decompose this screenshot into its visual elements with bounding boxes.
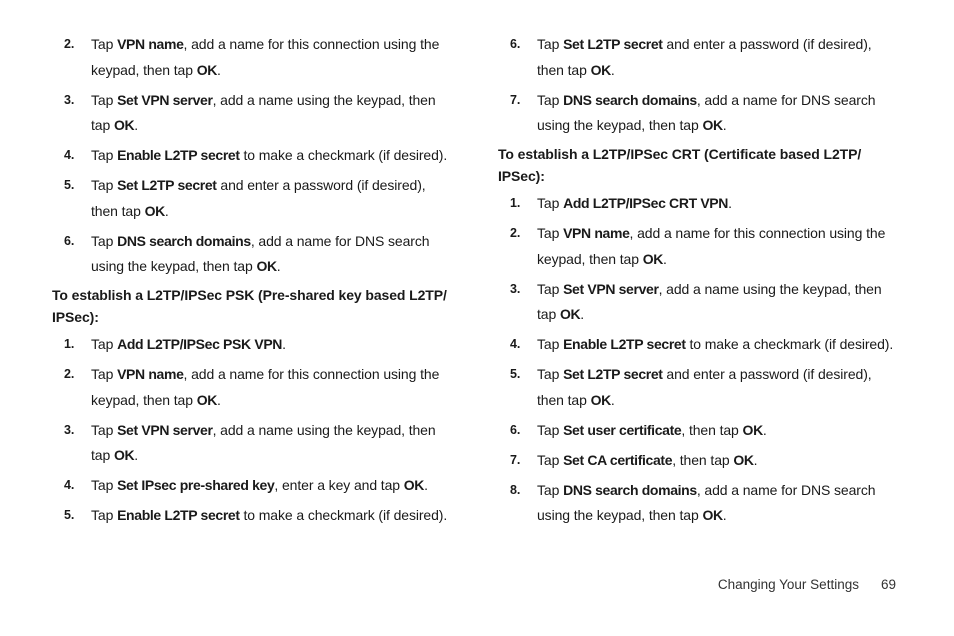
right-column [498,32,898,533]
ui-term: OK [559,306,581,322]
ui-term: Add L2TP/IPSec CRT VPN [563,195,729,211]
ui-term: Set VPN server [563,280,659,297]
list-item [498,332,898,358]
list-item [52,362,452,413]
step-number: 5. [510,367,521,381]
list-item [498,88,898,139]
ui-term: DNS search domains [563,91,697,108]
section-heading: To establish a L2TP/IPSec PSK (Pre-shared key based L2TP/ IPSec): [52,287,447,325]
ui-term: DNS search domains [563,481,697,498]
step-number: 6. [510,37,521,51]
ui-term: Set L2TP secret [563,366,663,382]
step-text: Tap DNS search domains, add a name for DNS search using the keypad, then tap OK. [91,232,430,274]
ui-term: OK [403,477,425,493]
step-text: Tap Set VPN server, add a name using the keypad, then tap OK. [537,280,882,322]
ui-term: OK [144,202,165,219]
page-footer [718,577,896,592]
ui-term: DNS search domains [117,232,251,249]
step-number: 4. [64,148,75,162]
step-text: Tap Set user certificate, then tap OK. [537,421,767,438]
ui-term: OK [256,258,277,274]
ui-term: Set IPsec pre-shared key [117,477,275,493]
list-item [498,362,898,413]
step-number: 7. [510,92,521,107]
step-text: Tap Enable L2TP secret to make a checkmark (if desired). [91,507,448,523]
ui-term: Add L2TP/IPSec PSK VPN [117,336,283,352]
ui-term: OK [642,250,664,267]
step-text: Tap VPN name, add a name for this connection using the keypad, then tap OK. [91,366,440,408]
step-number: 2. [510,226,521,240]
list-item [52,88,452,139]
section-heading: To establish a L2TP/IPSec CRT (Certificate based L2TP/ IPSec): [498,146,862,184]
list-item [52,173,452,224]
step-text: Tap Add L2TP/IPSec PSK VPN. [91,336,286,352]
step-number: 8. [510,482,521,497]
step-number: 2. [64,37,75,51]
step-text: Tap VPN name, add a name for this connection using the keypad, then tap OK. [91,36,440,78]
ui-term: Set VPN server [117,421,213,438]
ui-term: VPN name [117,366,184,382]
step-number: 4. [64,478,75,492]
step-number: 2. [64,367,75,381]
ui-term: Enable L2TP secret [117,507,240,523]
list-item [498,448,898,474]
ui-term: OK [742,421,763,438]
list-item [498,418,898,444]
step-number: 5. [64,178,75,192]
ui-term: Set L2TP secret [563,36,663,52]
list-item [52,332,452,358]
steps-list [52,332,452,529]
step-text: Tap Set VPN server, add a name using the keypad, then tap OK. [91,421,436,463]
steps-list [498,32,898,139]
step-number: 3. [64,422,75,437]
steps-list [52,32,452,280]
ui-term: Set user certificate [563,421,682,438]
ui-term: Set L2TP secret [117,177,217,193]
step-number: 7. [510,452,521,467]
ui-term: OK [196,391,218,408]
step-text: Tap Enable L2TP secret to make a checkmark (if desired). [537,336,894,352]
step-number: 1. [510,196,521,210]
step-text: Tap Set VPN server, add a name using the keypad, then tap OK. [91,91,436,133]
list-item [498,277,898,328]
ui-term: OK [702,507,723,523]
step-number: 3. [510,281,521,296]
left-column [52,32,452,533]
step-number: 4. [510,337,521,351]
list-item [52,143,452,169]
step-text: Tap DNS search domains, add a name for DNS search using the keypad, then tap OK. [537,481,876,523]
step-text: Tap Set IPsec pre-shared key, enter a key and tap OK. [91,477,428,493]
list-item [52,418,452,469]
step-number: 5. [64,508,75,522]
ui-term: Set VPN server [117,91,213,108]
list-item [52,473,452,499]
list-item [52,503,452,529]
step-text: Tap Set L2TP secret and enter a password (if desired), then tap OK. [537,36,872,78]
footer-section-title: Changing Your Settings [717,577,859,592]
step-number: 6. [510,422,521,437]
ui-term: Enable L2TP secret [563,336,686,352]
step-text: Tap VPN name, add a name for this connection using the keypad, then tap OK. [537,225,886,267]
list-item [52,32,452,83]
ui-term: OK [196,61,218,78]
list-item [498,478,898,529]
steps-list [498,191,898,529]
page-number: 69 [880,577,896,592]
ui-term: OK [590,391,611,408]
step-number: 6. [64,233,75,248]
list-item [498,221,898,272]
step-text: Tap DNS search domains, add a name for DNS search using the keypad, then tap OK. [537,91,876,133]
ui-term: OK [113,117,135,133]
step-text: Tap Enable L2TP secret to make a checkmark (if desired). [91,147,448,163]
list-item [52,229,452,280]
list-item [498,191,898,217]
ui-term: OK [702,117,723,133]
ui-term: OK [590,61,611,78]
ui-term: OK [113,447,135,463]
ui-term: VPN name [117,36,184,52]
step-text: Tap Set CA certificate, then tap OK. [537,451,758,468]
ui-term: OK [733,451,754,468]
ui-term: Set CA certificate [563,451,673,468]
ui-term: VPN name [563,225,630,241]
ui-term: Enable L2TP secret [117,147,240,163]
step-number: 1. [64,337,75,351]
step-text: Tap Set L2TP secret and enter a password (if desired), then tap OK. [537,366,872,408]
step-text: Tap Set L2TP secret and enter a password (if desired), then tap OK. [91,177,426,219]
list-item [498,32,898,83]
step-number: 3. [64,92,75,107]
step-text: Tap Add L2TP/IPSec CRT VPN. [537,195,732,211]
